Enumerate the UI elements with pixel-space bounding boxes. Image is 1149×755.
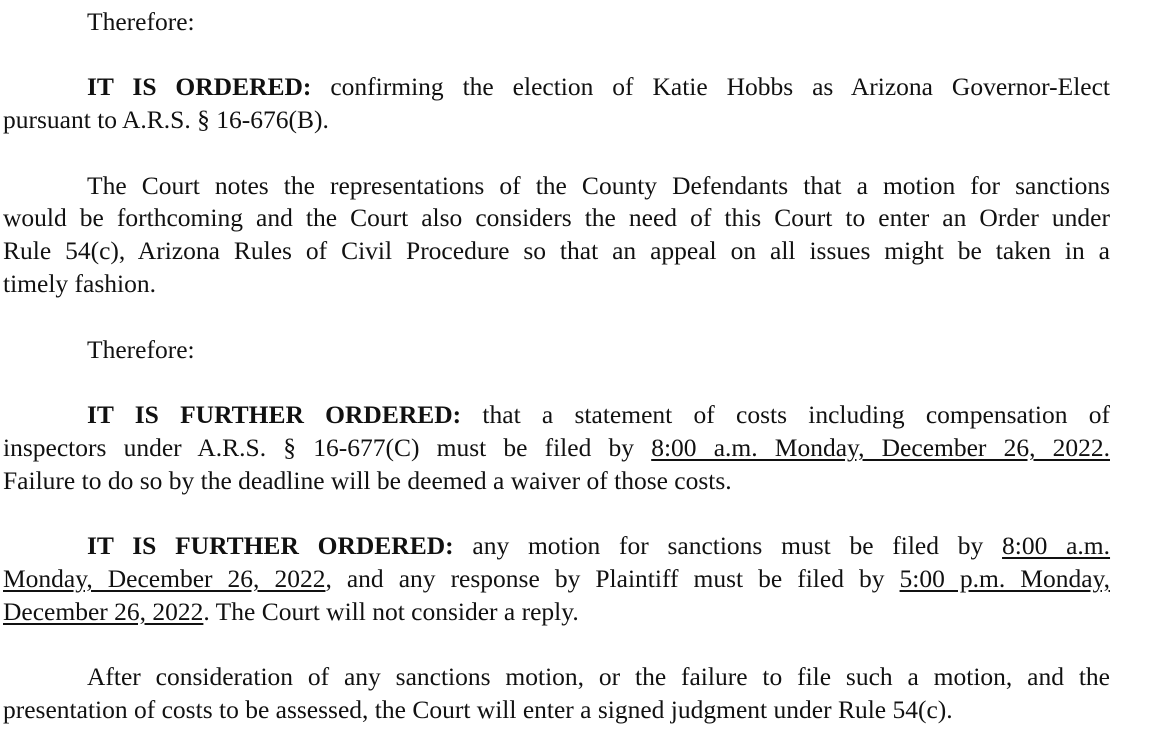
order-3-response-deadline: 5:00 p.m. Monday,	[899, 564, 1110, 593]
therefore-heading	[87, 6, 1110, 38]
order-3-line-1	[87, 530, 1110, 562]
order-3-text-2: , and any response by Plaintiff must be filed by	[325, 564, 885, 593]
notes-paragraph-line-1	[87, 170, 1110, 202]
notes-text-2: would be forthcoming and the Court also considers the need of this Court to enter an Order under	[3, 203, 1110, 232]
notes-paragraph-line-4	[3, 268, 1110, 300]
order-2-text-2: inspectors under A.R.S. § 16-677(C) must be filed by	[3, 433, 635, 462]
order-3-text: any motion for sanctions must be filed by	[472, 531, 984, 560]
order-2-text: that a statement of costs including compensation of	[482, 400, 1110, 429]
order-1-line-1	[87, 71, 1110, 103]
order-1-line-2	[3, 104, 1110, 136]
order-1-lead: IT IS ORDERED:	[87, 72, 312, 101]
order-3-line-3	[3, 596, 1110, 628]
notes-text-1: The Court notes the representations of the County Defendants that a motion for sanctions	[87, 171, 1110, 200]
therefore-heading-2	[87, 334, 1110, 366]
order-3-response-date: December 26, 2022	[3, 597, 204, 626]
order-2-line-3	[3, 465, 1110, 497]
order-3-line-2	[3, 563, 1110, 595]
notes-paragraph-line-3	[3, 235, 1110, 267]
notes-text-3: Rule 54(c), Arizona Rules of Civil Procedure so that an appeal on all issues might be taken in a	[3, 236, 1110, 265]
notes-paragraph-line-2	[3, 202, 1110, 234]
after-text-2: presentation of costs to be assessed, the Court will enter a signed judgment under Rule 54(c).	[3, 695, 953, 724]
order-3-deadline-date: Monday, December 26, 2022	[3, 564, 326, 593]
order-2-line-2	[3, 432, 1110, 464]
after-text-1: After consideration of any sanctions motion, or the failure to file such a motion, and the	[87, 662, 1110, 691]
after-paragraph-line-2	[3, 694, 1110, 726]
order-2-lead: IT IS FURTHER ORDERED:	[87, 400, 462, 429]
notes-text-4: timely fashion.	[3, 269, 156, 298]
therefore-text: Therefore:	[87, 7, 195, 36]
order-2-line-1	[87, 399, 1110, 431]
order-1-text: confirming the election of Katie Hobbs as Arizona Governor-Elect	[330, 72, 1110, 101]
order-3-text-3: . The Court will not consider a reply.	[203, 597, 579, 626]
after-paragraph-line-1	[87, 661, 1110, 693]
order-3-deadline-time: 8:00 a.m.	[1002, 531, 1111, 560]
order-3-lead: IT IS FURTHER ORDERED:	[87, 531, 454, 560]
order-2-deadline: 8:00 a.m. Monday, December 26, 2022.	[651, 433, 1110, 462]
therefore-text-2: Therefore:	[87, 335, 195, 364]
order-1-text-cont: pursuant to A.R.S. § 16-676(B).	[3, 105, 329, 134]
order-2-text-3: Failure to do so by the deadline will be deemed a waiver of those costs.	[3, 466, 732, 495]
